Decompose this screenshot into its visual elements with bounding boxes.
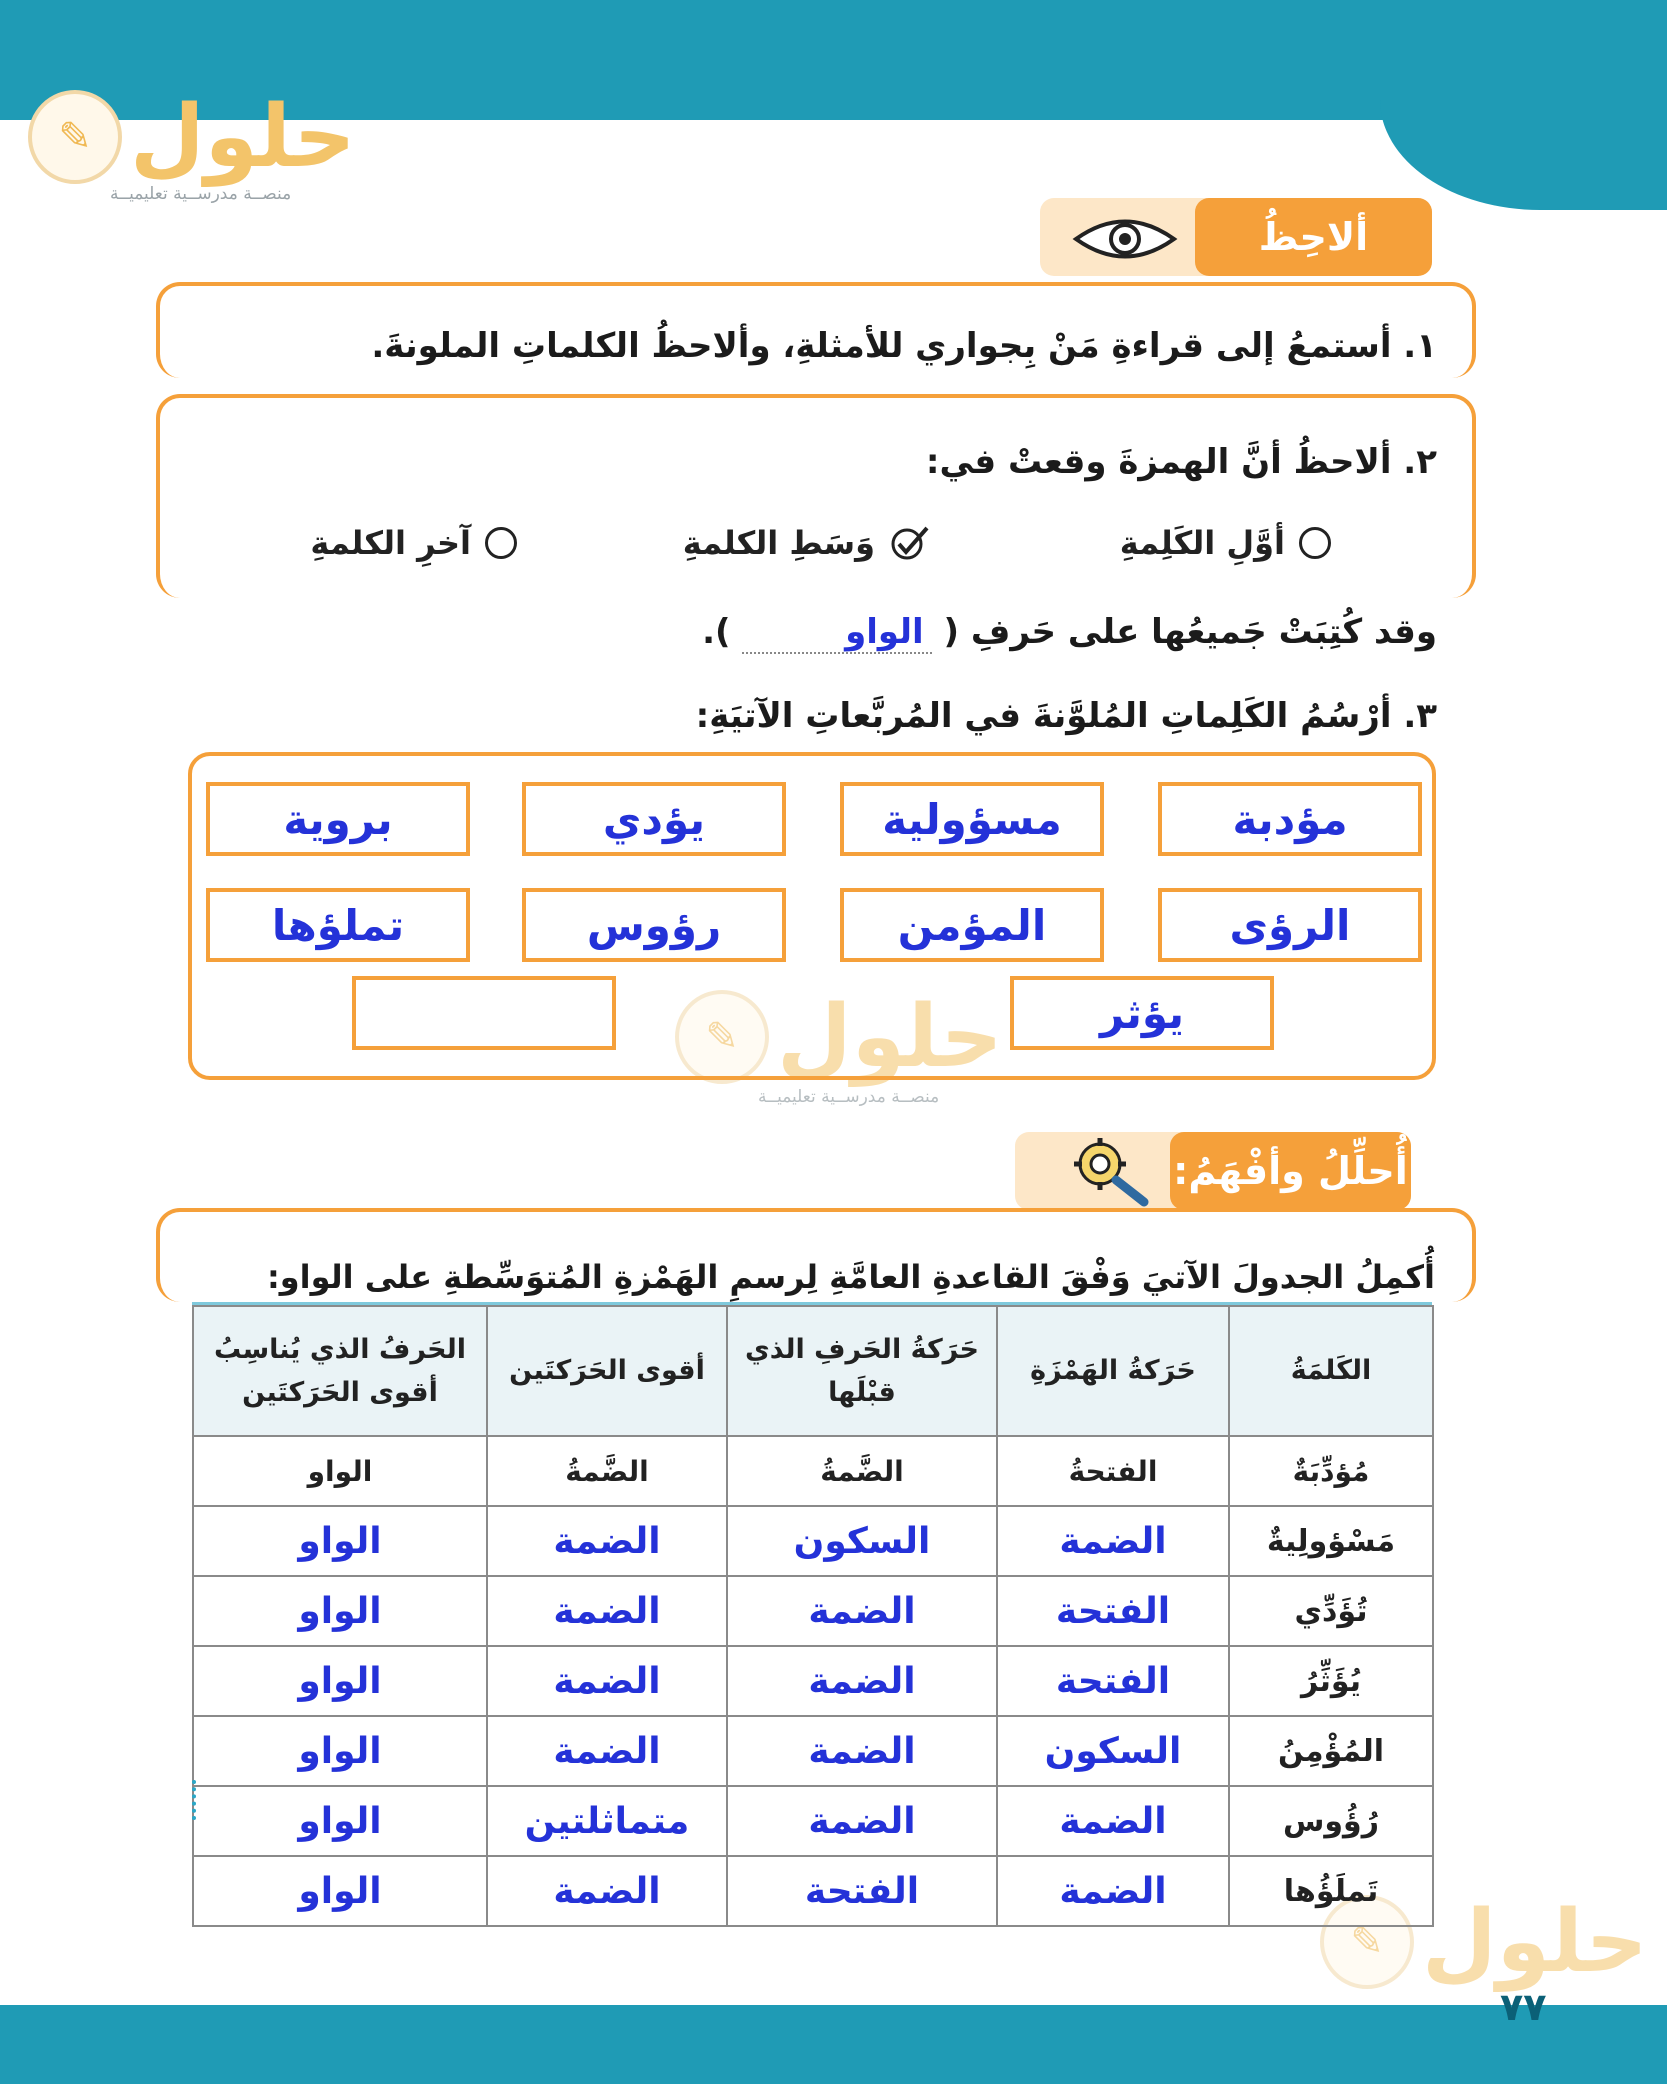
- cell-word: رُؤُوس: [1229, 1786, 1433, 1856]
- word-box[interactable]: [352, 976, 616, 1050]
- q2-text: ٢. ألاحظُ أنَّ الهمزةَ وقعتْ في:: [925, 442, 1437, 482]
- cell-previous-vowel[interactable]: السكون: [727, 1506, 997, 1576]
- cell-previous-vowel: الضَّمةُ: [727, 1436, 997, 1506]
- cell-hamza-vowel[interactable]: السكون: [997, 1716, 1229, 1786]
- header-suitable-letter: الحَرفُ الذي يُناسِبُ أقوى الحَرَكتَين: [193, 1306, 487, 1436]
- bottom-banner: [0, 2005, 1667, 2084]
- logo-icon: ✎: [675, 990, 769, 1084]
- q2-option-label: وَسَطِ الكلمةِ: [682, 524, 875, 562]
- logo-text: حلول: [777, 987, 1003, 1087]
- logo-icon: ✎: [28, 90, 122, 184]
- q3-text: ٣. أرْسُمُ الكَلِماتِ المُلوَّنةَ في المُربَّعاتِ الآتيَةِ:: [695, 696, 1437, 736]
- q2-option-start[interactable]: [1120, 524, 1331, 562]
- q2-written-answer: الواو: [845, 612, 924, 652]
- cell-word: تَملَؤُها: [1229, 1856, 1433, 1926]
- radio-icon[interactable]: [1299, 527, 1331, 559]
- word-box[interactable]: مؤدبة: [1158, 782, 1422, 856]
- table-row: [193, 1646, 1433, 1716]
- cell-stronger-vowel: الضَّمةُ: [487, 1436, 727, 1506]
- check-circle-icon[interactable]: [889, 524, 931, 562]
- word-box[interactable]: مسؤولية: [840, 782, 1104, 856]
- word-box[interactable]: الرؤى: [1158, 888, 1422, 962]
- header-word: الكَلمَةُ: [1229, 1306, 1433, 1436]
- rule-table: [192, 1305, 1434, 1927]
- word-box[interactable]: رؤوس: [522, 888, 786, 962]
- cell-hamza-vowel[interactable]: الضمة: [997, 1856, 1229, 1926]
- cell-word: المُؤْمِنُ: [1229, 1716, 1433, 1786]
- table-row: [193, 1786, 1433, 1856]
- cell-stronger-vowel[interactable]: الضمة: [487, 1506, 727, 1576]
- q2-option-middle[interactable]: [683, 524, 931, 562]
- q2-written-prefix: وقد كُتِبَتْ جَميعُها على حَرفِ (: [943, 612, 1437, 652]
- q2-option-label: أوَّلِ الكَلِمةِ: [1119, 524, 1285, 562]
- side-marker: [192, 1780, 202, 1820]
- cell-suitable-letter[interactable]: الواو: [193, 1716, 487, 1786]
- word-box[interactable]: تملؤها: [206, 888, 470, 962]
- observe-tab: [1195, 198, 1432, 276]
- logo-text: حلول: [130, 87, 356, 187]
- q2-written-line: [702, 612, 1437, 652]
- table-row: [193, 1436, 1433, 1506]
- logo-icon: ✎: [1320, 1895, 1414, 1989]
- word-box[interactable]: المؤمن: [840, 888, 1104, 962]
- cell-hamza-vowel[interactable]: الضمة: [997, 1506, 1229, 1576]
- analyze-tab: [1170, 1132, 1411, 1210]
- cell-stronger-vowel[interactable]: الضمة: [487, 1856, 727, 1926]
- table-instruction: أُكمِلُ الجدولَ الآتيَ وَفْقَ القاعدةِ العامَّةِ لِرسمِ الهَمْزةِ المُتوَسِّطةِ على الواو:: [266, 1258, 1435, 1296]
- cell-hamza-vowel[interactable]: الفتحة: [997, 1576, 1229, 1646]
- cell-stronger-vowel[interactable]: الضمة: [487, 1576, 727, 1646]
- logo-subtitle: منصــة مدرســية تعليميــة: [758, 1087, 940, 1107]
- cell-word: تُؤَدِّي: [1229, 1576, 1433, 1646]
- logo-subtitle: منصــة مدرســية تعليميــة: [110, 184, 292, 204]
- q2-written-suffix: ).: [702, 612, 731, 652]
- cell-suitable-letter[interactable]: الواو: [193, 1506, 487, 1576]
- cell-previous-vowel[interactable]: الضمة: [727, 1716, 997, 1786]
- cell-suitable-letter[interactable]: الواو: [193, 1856, 487, 1926]
- analyze-title: أُحلِّلُ وأفْهَمُ:: [1173, 1149, 1408, 1193]
- q2-written-blank[interactable]: [742, 612, 931, 654]
- header-previous-vowel: حَرَكةُ الحَرفِ الذي قبْلَها: [727, 1306, 997, 1436]
- logo-text: حلول: [1422, 1892, 1648, 1992]
- header-stronger-vowel: أقوى الحَرَكتَين: [487, 1306, 727, 1436]
- cell-previous-vowel[interactable]: الفتحة: [727, 1856, 997, 1926]
- table-header-row: [193, 1306, 1433, 1436]
- cell-word: مَسْؤولِيةٌ: [1229, 1506, 1433, 1576]
- q1-text: ١. أستمعُ إلى قراءةِ مَنْ بِجواري للأمثلةِ، وألاحظُ الكلماتِ الملونةَ.: [371, 326, 1437, 366]
- cell-word: مُؤدِّبَةٌ: [1229, 1436, 1433, 1506]
- q2-panel: [156, 394, 1476, 598]
- cell-suitable-letter[interactable]: الواو: [193, 1576, 487, 1646]
- header-hamza-vowel: حَرَكةُ الهَمْزَةِ: [997, 1306, 1229, 1436]
- top-banner-curve: [1380, 90, 1667, 210]
- radio-icon[interactable]: [485, 527, 517, 559]
- cell-hamza-vowel[interactable]: الضمة: [997, 1786, 1229, 1856]
- gear-magnifier-icon: [1070, 1134, 1150, 1208]
- cell-previous-vowel[interactable]: الضمة: [727, 1576, 997, 1646]
- cell-suitable-letter[interactable]: الواو: [193, 1786, 487, 1856]
- table-row: [193, 1856, 1433, 1926]
- cell-stronger-vowel[interactable]: الضمة: [487, 1716, 727, 1786]
- table-row: [193, 1716, 1433, 1786]
- cell-suitable-letter[interactable]: الواو: [193, 1646, 487, 1716]
- q2-option-end[interactable]: [310, 524, 517, 562]
- word-box[interactable]: بروية: [206, 782, 470, 856]
- cell-stronger-vowel[interactable]: الضمة: [487, 1646, 727, 1716]
- cell-word: يُؤَثِّرُ: [1229, 1646, 1433, 1716]
- cell-hamza-vowel: الفتحةُ: [997, 1436, 1229, 1506]
- cell-previous-vowel[interactable]: الضمة: [727, 1646, 997, 1716]
- page-number: ٧٧: [1500, 1985, 1547, 2029]
- table-row: [193, 1506, 1433, 1576]
- cell-suitable-letter: الواو: [193, 1436, 487, 1506]
- cell-hamza-vowel[interactable]: الفتحة: [997, 1646, 1229, 1716]
- logo: [28, 87, 356, 187]
- q2-option-label: آخرِ الكلمةِ: [310, 524, 471, 562]
- word-box[interactable]: يؤثر: [1010, 976, 1274, 1050]
- cell-stronger-vowel[interactable]: متماثلتين: [487, 1786, 727, 1856]
- cell-previous-vowel[interactable]: الضمة: [727, 1786, 997, 1856]
- observe-title: ألاحِظُ: [1258, 215, 1369, 259]
- eye-icon: [1072, 212, 1178, 266]
- word-box[interactable]: يؤدي: [522, 782, 786, 856]
- table-row: [193, 1576, 1433, 1646]
